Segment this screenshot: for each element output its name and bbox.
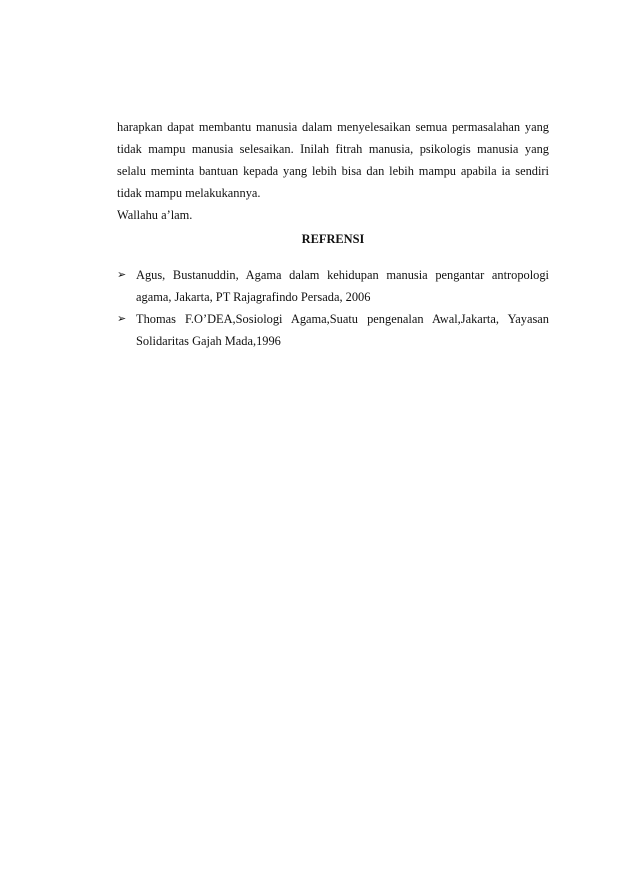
- reference-line: Agus, Bustanuddin, Agama dalam kehidupan manusia pengantar antropologi: [136, 268, 549, 282]
- page-content: [117, 116, 549, 352]
- references-list: [117, 264, 549, 352]
- reference-item: [117, 264, 549, 308]
- closing-phrase: Wallahu a’lam.: [117, 208, 193, 222]
- body-paragraph: [117, 116, 549, 204]
- paragraph-line: harapkan dapat membantu manusia dalam menyelesaikan semua permasalahan yang: [117, 120, 549, 134]
- arrowhead-bullet-icon: ➢: [117, 312, 127, 325]
- paragraph-line: tidak mampu manusia selesaikan. Inilah fitrah manusia, psikologis manusia yang: [117, 142, 549, 156]
- reference-line: Thomas F.O’DEA,Sosiologi Agama,Suatu pengenalan Awal,Jakarta, Yayasan: [136, 312, 549, 326]
- reference-item: [117, 308, 549, 352]
- reference-line: agama, Jakarta, PT Rajagrafindo Persada, 2006: [136, 290, 371, 304]
- arrowhead-bullet-icon: ➢: [117, 268, 127, 281]
- paragraph-line: tidak mampu melakukannya.: [117, 186, 261, 200]
- references-heading: REFRENSI: [301, 232, 365, 246]
- paragraph-line: selalu meminta bantuan kepada yang lebih bisa dan lebih mampu apabila ia sendiri: [117, 164, 549, 178]
- reference-line: Solidaritas Gajah Mada,1996: [136, 334, 281, 348]
